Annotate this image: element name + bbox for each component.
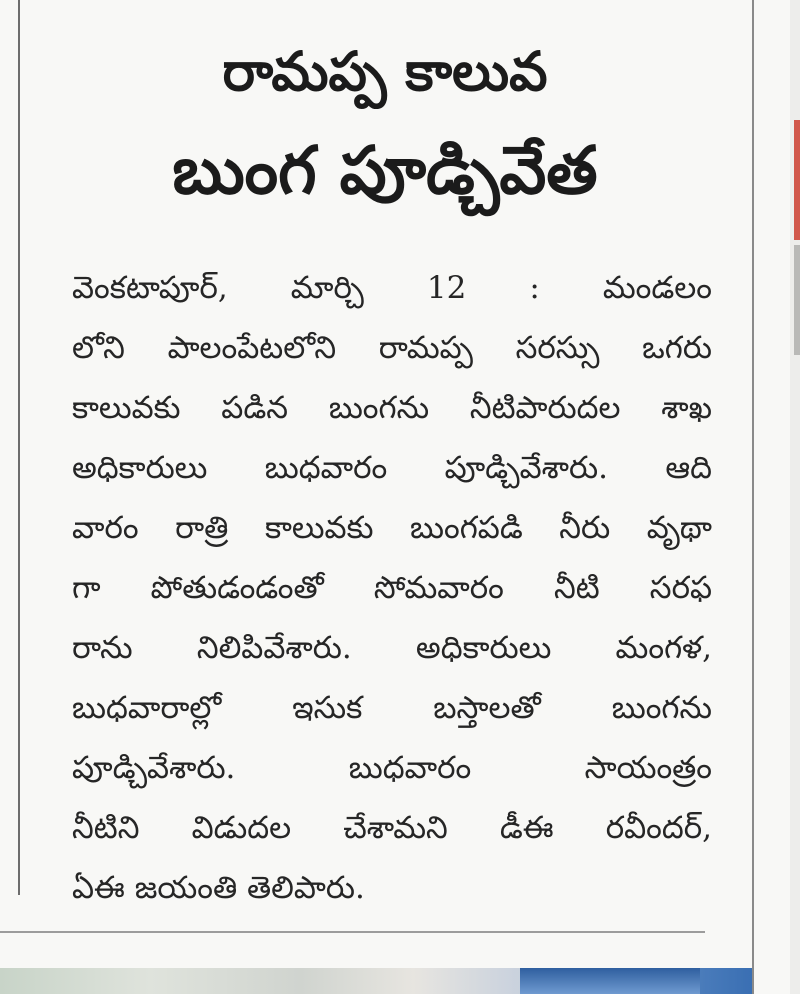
next-article-photo-fragment <box>0 968 752 994</box>
article-separator <box>0 931 705 933</box>
body-line: వారం రాత్రి కాలువకు బుంగపడి నీరు వృథా <box>72 510 712 546</box>
body-line: లోని పాలంపేటలోని రామప్ప సరస్సు ఒగరు <box>72 330 712 366</box>
photo-fragment-band <box>520 968 700 994</box>
body-line: బుధవారాల్లో ఇసుక బస్తాలతో బుంగను <box>72 690 712 726</box>
adjacent-column-gray-mark <box>794 245 800 355</box>
previous-article-fragment <box>70 0 690 18</box>
article-body <box>72 258 712 918</box>
headline-line-1: రామప్ప కాలువ <box>222 40 548 103</box>
headline-line-2: బుంగ పూడ్చివేత <box>172 132 598 209</box>
body-line: వెంకటాపూర్, మార్చి 12 : మండలం <box>72 270 712 306</box>
adjacent-column-color-mark <box>794 120 800 240</box>
body-line: నీటిని విడుదల చేశామని డీఈ రవీందర్, <box>72 810 712 846</box>
body-line: కాలువకు పడిన బుంగను నీటిపారుదల శాఖ <box>72 390 712 426</box>
body-line: అధికారులు బుధవారం పూడ్చివేశారు. ఆది <box>72 450 712 486</box>
body-line: ఏఈ జయంతి తెలిపారు. <box>72 870 365 906</box>
body-line: పూడ్చివేశారు. బుధవారం సాయంత్రం <box>72 750 712 786</box>
body-line: గా పోతుడండంతో సోమవారం నీటి సరఫ <box>72 570 712 606</box>
body-line: రాను నిలిపివేశారు. అధికారులు మంగళ, <box>72 630 712 666</box>
column-rule-right <box>752 0 754 994</box>
